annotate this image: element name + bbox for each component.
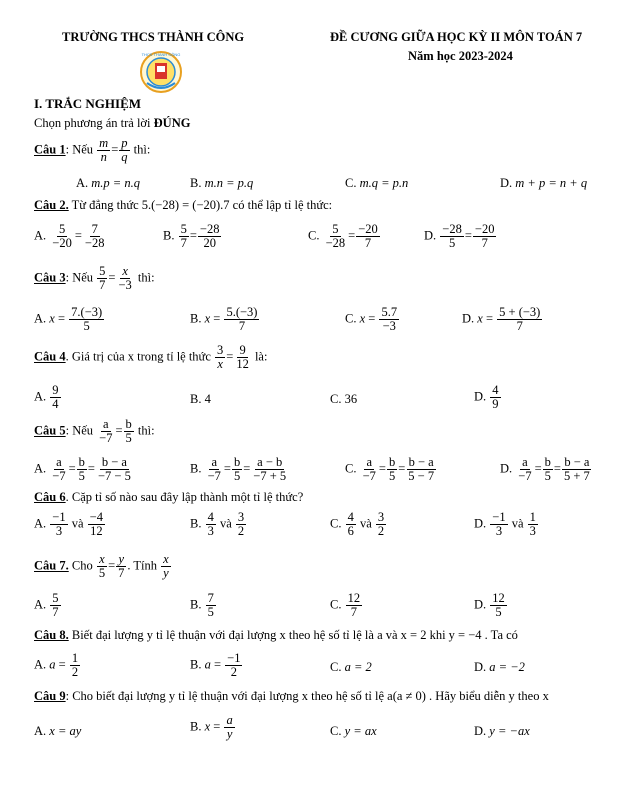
- q2-option-b[interactable]: B. $\frac{5}{7}$ = $\frac{-28}{20}$: [163, 222, 220, 251]
- q9-option-d[interactable]: D. y = −ax: [474, 724, 530, 738]
- question-3: Câu 3: Nếu $\frac{5}{7}$ = $\frac{x}{-3}$ thì:: [34, 264, 155, 293]
- exam-title: ĐỀ CƯƠNG GIỮA HỌC KỲ II MÔN TOÁN 7: [330, 30, 583, 44]
- q2-option-c[interactable]: C. $\frac{5}{-28}$ = $\frac{-20}{7}$: [308, 222, 378, 251]
- q5-option-a[interactable]: A. $\frac{a}{-7}$ = $\frac{b}{5}$ = $\frac{b - a}{-7 - 5}$: [34, 455, 131, 484]
- q6-option-c[interactable]: C. $\frac{4}{6}$ và $\frac{3}{2}$: [330, 510, 385, 539]
- question-9: Câu 9: Cho biết đại lượng y tỉ lệ thuận với đại lượng x theo hệ số tỉ lệ a(a ≠ 0) . Hãy biểu diễn y theo x: [34, 689, 549, 703]
- q2-option-a[interactable]: A. $\frac{5}{-20}$ = $\frac{7}{-28}$: [34, 222, 105, 251]
- question-2: Câu 2. Từ đẳng thức 5.(−28) = (−20).7 có thể lập tỉ lệ thức:: [34, 198, 333, 212]
- logo-text: THCS THÀNH CÔNG: [141, 52, 181, 57]
- q6-option-a[interactable]: A. $\frac{-1}{3}$ và $\frac{-4}{12}$: [34, 510, 103, 539]
- q1-option-c[interactable]: C. m.q = p.n: [345, 176, 409, 190]
- school-name: TRƯỜNG THCS THÀNH CÔNG: [62, 30, 245, 44]
- q7-option-b[interactable]: B. $\frac{7}{5}$: [190, 591, 214, 620]
- question-4: Câu 4. Giá trị của x trong tỉ lệ thức $\frac{3}{x}$ = $\frac{9}{12}$ là:: [34, 343, 268, 372]
- q8-option-a[interactable]: A. a = $\frac{1}{2}$: [34, 651, 79, 680]
- q5-option-d[interactable]: D. $\frac{a}{-7}$ = $\frac{b}{5}$ = $\frac{b - a}{5 + 7}$: [500, 455, 590, 484]
- q3-option-a[interactable]: A. x = $\frac{7.(-3)}{5}$: [34, 305, 103, 334]
- q9-option-a[interactable]: A. x = ay: [34, 724, 82, 738]
- q4-option-a[interactable]: A. $\frac{9}{4}$: [34, 383, 59, 412]
- school-year: Năm học 2023-2024: [408, 49, 513, 63]
- q9-option-c[interactable]: C. y = ax: [330, 724, 377, 738]
- q8-option-b[interactable]: B. a = $\frac{-1}{2}$: [190, 651, 241, 680]
- q3-option-d[interactable]: D. x = $\frac{5 + (-3)}{7}$: [462, 305, 541, 334]
- school-logo: [137, 49, 185, 95]
- q8-option-c[interactable]: C. a = 2: [330, 660, 372, 674]
- q1-option-d[interactable]: D. m + p = n + q: [500, 176, 588, 190]
- q5-option-b[interactable]: B. $\frac{a}{-7}$ = $\frac{b}{5}$ = $\frac{a - b}{-7 + 5}$: [190, 455, 287, 484]
- q8-option-d[interactable]: D. a = −2: [474, 660, 525, 674]
- q5-option-c[interactable]: C. $\frac{a}{-7}$ = $\frac{b}{5}$ = $\frac{b - a}{5 - 7}$: [345, 455, 435, 484]
- question-6: Câu 6. Cặp tỉ số nào sau đây lập thành một tỉ lệ thức?: [34, 490, 304, 504]
- q2-option-d[interactable]: D. $\frac{-28}{5}$ = $\frac{-20}{7}$: [424, 222, 495, 251]
- q4-option-c[interactable]: C. 36: [330, 392, 358, 406]
- q6-option-b[interactable]: B. $\frac{4}{3}$ và $\frac{3}{2}$: [190, 510, 245, 539]
- q7-option-c[interactable]: C. $\frac{12}{7}$: [330, 591, 361, 620]
- q7-option-a[interactable]: A. $\frac{5}{7}$: [34, 591, 59, 620]
- q6-option-d[interactable]: D. $\frac{-1}{3}$ và $\frac{1}{3}$: [474, 510, 536, 539]
- section-title: I. TRẮC NGHIỆM: [34, 96, 142, 111]
- question-5: Câu 5: Nếu $\frac{a}{-7}$ = $\frac{b}{5}$ thì:: [34, 417, 155, 446]
- section-instruction: Chọn phương án trả lời ĐÚNG: [34, 116, 191, 130]
- q7-option-d[interactable]: D. $\frac{12}{5}$: [474, 591, 505, 620]
- question-1: Câu 1: Nếu $\frac{m}{n}$ = $\frac{p}{q}$ thì:: [34, 136, 151, 165]
- q9-option-b[interactable]: B. x = $\frac{a}{y}$: [190, 713, 233, 742]
- q4-option-b[interactable]: B. 4: [190, 392, 211, 406]
- q3-option-b[interactable]: B. x = $\frac{5.(-3)}{7}$: [190, 305, 258, 334]
- q1-option-b[interactable]: B. m.n = p.q: [190, 176, 254, 190]
- q3-option-c[interactable]: C. x = $\frac{5.7}{-3}$: [345, 305, 398, 334]
- question-8: Câu 8. Biết đại lượng y tỉ lệ thuận với đại lượng x theo hệ số tỉ lệ là a và x = 2 khi y = −4 . Ta có: [34, 628, 518, 642]
- question-7: Câu 7. Cho $\frac{x}{5}$ = $\frac{y}{7}$ . Tính $\frac{x}{y}$: [34, 552, 169, 581]
- q1-option-a[interactable]: A. m.p = n.q: [76, 176, 140, 190]
- q4-option-d[interactable]: D. $\frac{4}{9}$: [474, 383, 499, 412]
